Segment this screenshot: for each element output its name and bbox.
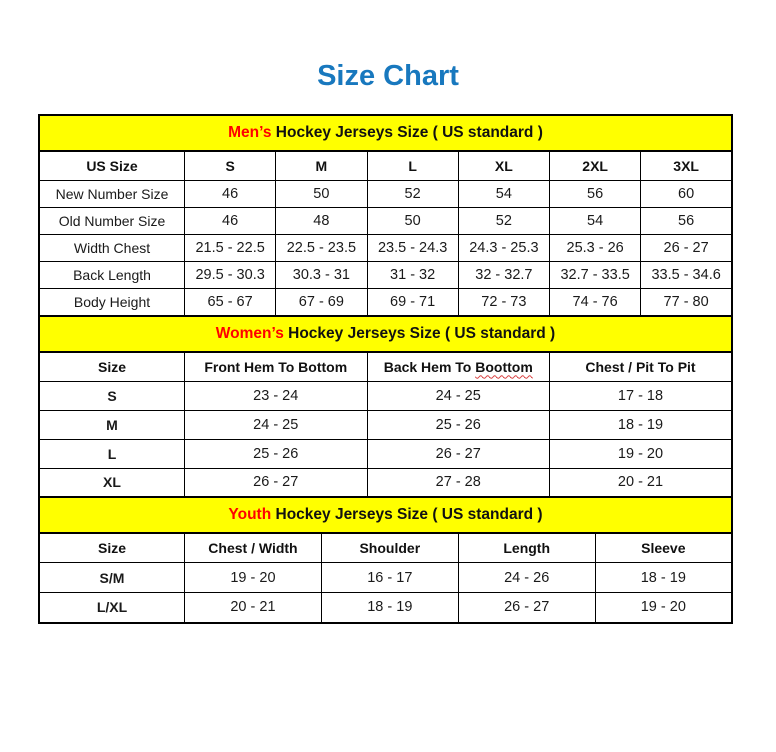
- column-header: US Size: [39, 151, 185, 181]
- row-label: XL: [39, 468, 185, 497]
- column-header: Size: [39, 533, 185, 563]
- value-cell: 24 - 26: [458, 563, 595, 593]
- value-cell: 26 - 27: [458, 593, 595, 623]
- row-label: S/M: [39, 563, 185, 593]
- row-label: M: [39, 410, 185, 439]
- row-label: Old Number Size: [39, 208, 185, 235]
- womens-size-table: [38, 351, 733, 499]
- header-row: [39, 533, 732, 563]
- value-cell: 21.5 - 22.5: [185, 235, 276, 262]
- band-title: Hockey Jerseys Size ( US standard ): [271, 124, 543, 141]
- column-header: Chest / Width: [185, 533, 322, 563]
- value-cell: 20 - 21: [550, 468, 733, 497]
- value-cell: 23 - 24: [185, 381, 368, 410]
- band-highlight: Men’s: [228, 124, 272, 141]
- value-cell: 27 - 28: [367, 468, 550, 497]
- table-row: [39, 410, 732, 439]
- womens-section-band: [38, 315, 733, 353]
- value-cell: 72 - 73: [458, 289, 549, 316]
- column-header: Front Hem To Bottom: [185, 352, 368, 382]
- value-cell: 50: [276, 181, 367, 208]
- column-header: S: [185, 151, 276, 181]
- table-row: [39, 208, 732, 235]
- youth-size-table: [38, 532, 733, 624]
- womens-section: [38, 315, 733, 499]
- table-row: [39, 563, 732, 593]
- value-cell: 26 - 27: [641, 235, 732, 262]
- row-label: New Number Size: [39, 181, 185, 208]
- column-header: XL: [458, 151, 549, 181]
- misspelled-word: Boottom: [475, 358, 533, 375]
- value-cell: 25 - 26: [367, 410, 550, 439]
- value-cell: 30.3 - 31: [276, 262, 367, 289]
- column-header: Sleeve: [595, 533, 732, 563]
- table-row: [39, 262, 732, 289]
- value-cell: 22.5 - 23.5: [276, 235, 367, 262]
- band-highlight: Women’s: [215, 324, 284, 342]
- band-highlight: Youth: [228, 506, 272, 523]
- value-cell: 74 - 76: [550, 289, 641, 316]
- value-cell: 56: [550, 181, 641, 208]
- value-cell: 31 - 32: [367, 262, 458, 289]
- value-cell: 19 - 20: [595, 593, 732, 623]
- band-title: Hockey Jerseys Size ( US standard ): [283, 324, 556, 342]
- value-cell: 33.5 - 34.6: [641, 262, 732, 289]
- page-title: Size Chart: [317, 60, 459, 92]
- table-row: [39, 381, 732, 410]
- value-cell: 18 - 19: [595, 563, 732, 593]
- row-label: Width Chest: [39, 235, 185, 262]
- value-cell: 60: [641, 181, 732, 208]
- value-cell: 18 - 19: [550, 410, 733, 439]
- table-row: [39, 289, 732, 316]
- mens-section-band: [38, 114, 733, 152]
- value-cell: 69 - 71: [367, 289, 458, 316]
- value-cell: 29.5 - 30.3: [185, 262, 276, 289]
- column-header: Length: [458, 533, 595, 563]
- value-cell: 23.5 - 24.3: [367, 235, 458, 262]
- value-cell: 18 - 19: [321, 593, 458, 623]
- mens-size-table: [38, 150, 733, 317]
- table-row: [39, 235, 732, 262]
- mens-section: [38, 114, 733, 317]
- value-cell: 24.3 - 25.3: [458, 235, 549, 262]
- value-cell: 19 - 20: [550, 439, 733, 468]
- value-cell: 26 - 27: [367, 439, 550, 468]
- value-cell: 46: [185, 208, 276, 235]
- table-row: [39, 468, 732, 497]
- value-cell: 32 - 32.7: [458, 262, 549, 289]
- value-cell: 56: [641, 208, 732, 235]
- value-cell: 20 - 21: [185, 593, 322, 623]
- table-row: [39, 593, 732, 623]
- value-cell: 52: [367, 181, 458, 208]
- row-label: Back Length: [39, 262, 185, 289]
- youth-section-band: [38, 496, 733, 534]
- value-cell: 17 - 18: [550, 381, 733, 410]
- value-cell: 52: [458, 208, 549, 235]
- value-cell: 16 - 17: [321, 563, 458, 593]
- column-header: Back Hem To Boottom: [367, 352, 550, 382]
- column-header: Chest / Pit To Pit: [550, 352, 733, 382]
- value-cell: 26 - 27: [185, 468, 368, 497]
- column-header: 3XL: [641, 151, 732, 181]
- size-chart: [38, 114, 733, 624]
- table-row: [39, 181, 732, 208]
- row-label: S: [39, 381, 185, 410]
- column-header: 2XL: [550, 151, 641, 181]
- value-cell: 67 - 69: [276, 289, 367, 316]
- header-row: [39, 151, 732, 181]
- value-cell: 65 - 67: [185, 289, 276, 316]
- value-cell: 54: [458, 181, 549, 208]
- youth-section: [38, 496, 733, 624]
- value-cell: 24 - 25: [367, 381, 550, 410]
- column-header: M: [276, 151, 367, 181]
- value-cell: 48: [276, 208, 367, 235]
- value-cell: 46: [185, 181, 276, 208]
- column-header: L: [367, 151, 458, 181]
- table-row: [39, 439, 732, 468]
- value-cell: 25.3 - 26: [550, 235, 641, 262]
- value-cell: 77 - 80: [641, 289, 732, 316]
- value-cell: 19 - 20: [185, 563, 322, 593]
- row-label: Body Height: [39, 289, 185, 316]
- value-cell: 50: [367, 208, 458, 235]
- value-cell: 54: [550, 208, 641, 235]
- value-cell: 32.7 - 33.5: [550, 262, 641, 289]
- column-header: Shoulder: [321, 533, 458, 563]
- header-row: [39, 352, 732, 382]
- column-header: Size: [39, 352, 185, 382]
- band-title: Hockey Jerseys Size ( US standard ): [271, 506, 543, 523]
- value-cell: 24 - 25: [185, 410, 368, 439]
- row-label: L: [39, 439, 185, 468]
- value-cell: 25 - 26: [185, 439, 368, 468]
- row-label: L/XL: [39, 593, 185, 623]
